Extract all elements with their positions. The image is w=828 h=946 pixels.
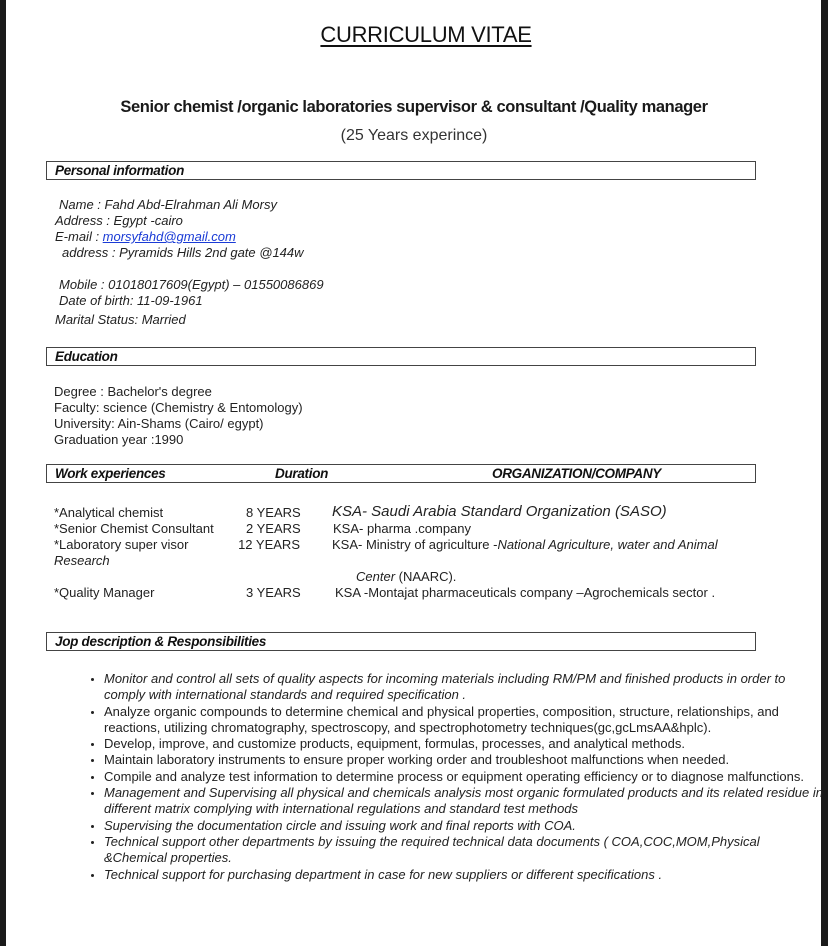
work-organization: KSA- pharma .company (333, 521, 472, 536)
personal-address-detail: address : Pyramids Hills 2nd gate @144w (62, 245, 304, 260)
work-organization-continuation: Center (NAARC). (356, 569, 457, 584)
work-organization: KSA -Montajat pharmaceuticals company –Agrochemicals sector . (335, 585, 716, 600)
list-item: • Monitor and control all sets of quality aspects for incoming materials including RM/PM and finished products in order to comply with international standards and required specification . (104, 671, 824, 704)
work-duration: 2 YEARS (246, 521, 301, 536)
personal-mobile: Mobile : 01018017609(Egypt) – 01550086869 (59, 277, 324, 292)
education-degree: Degree : Bachelor's degree (54, 384, 212, 399)
work-organization: KSA- Saudi Arabia Standard Organization (SASO) (332, 503, 667, 520)
work-organization: KSA- Ministry of agriculture -National Agriculture, water and Animal (332, 537, 718, 552)
personal-address: Address : Egypt -cairo (55, 213, 183, 228)
work-duration: 3 YEARS (246, 585, 301, 600)
list-item: • Technical support other departments by issuing the required technical data documents ( COA,COC,MOM,Physical &Chemical properties. (104, 834, 824, 867)
work-role: *Senior Chemist Consultant (54, 521, 214, 536)
job-title: Senior chemist /organic laboratories supervisor & consultant /Quality manager (120, 98, 708, 116)
duration-header: Duration (275, 466, 329, 481)
personal-email: E-mail : morsyfahd@gmail.com (55, 229, 236, 244)
list-item: • Compile and analyze test information to determine process or equipment operating efficiency or to diagnose malfunctions. (104, 769, 824, 785)
education-university: University: Ain-Shams (Cairo/ egypt) (54, 416, 264, 431)
email-link[interactable]: morsyfahd@gmail.com (102, 229, 236, 244)
list-item: • Develop, improve, and customize products, equipment, formulas, processes, and analytical methods. (104, 736, 824, 752)
education-faculty: Faculty: science (Chemistry & Entomology) (54, 400, 303, 415)
work-duration: 8 YEARS (246, 505, 301, 520)
section-header-responsibilities: Jop description & Responsibilities (46, 632, 756, 651)
cv-title: CURRICULUM VITAE (320, 22, 532, 47)
organization-header: ORGANIZATION/COMPANY (492, 466, 661, 481)
list-item: • Management and Supervising all physical and chemicals analysis most organic formulated products and its related residue in different matrix complying with international regulations and standard test methods (104, 785, 824, 818)
list-item: • Maintain laboratory instruments to ensure proper working order and troubleshoot malfunctions when needed. (104, 752, 824, 768)
personal-dob: Date of birth: 11-09-1961 (59, 293, 203, 308)
work-role-continuation: Research (54, 553, 110, 568)
section-header-work: Work experiences Duration ORGANIZATION/COMPANY (46, 464, 756, 483)
responsibilities-list (58, 671, 824, 883)
experience-note: (25 Years experince) (340, 127, 488, 144)
work-role: *Quality Manager (54, 585, 155, 600)
list-item: • Analyze organic compounds to determine chemical and physical properties, composition, structure, relationships, and reactions, utilizing chromatography, spectroscopy, and spectrophotometry techniques(gc,gcLmsAA&hplc). (104, 704, 824, 737)
work-duration: 12 YEARS (238, 537, 300, 552)
education-graduation: Graduation year :1990 (54, 432, 184, 447)
section-header-personal: Personal information (46, 161, 756, 180)
list-item: • Technical support for purchasing department in case for new suppliers or different specifications . (104, 867, 824, 883)
list-item: • Supervising the documentation circle and issuing work and final reports with COA. (104, 818, 824, 834)
personal-marital: Marital Status: Married (55, 312, 186, 327)
personal-name: Name : Fahd Abd-Elrahman Ali Morsy (59, 197, 277, 212)
work-role: *Analytical chemist (54, 505, 164, 520)
section-header-education: Education (46, 347, 756, 366)
work-role: *Laboratory super visor (54, 537, 189, 552)
